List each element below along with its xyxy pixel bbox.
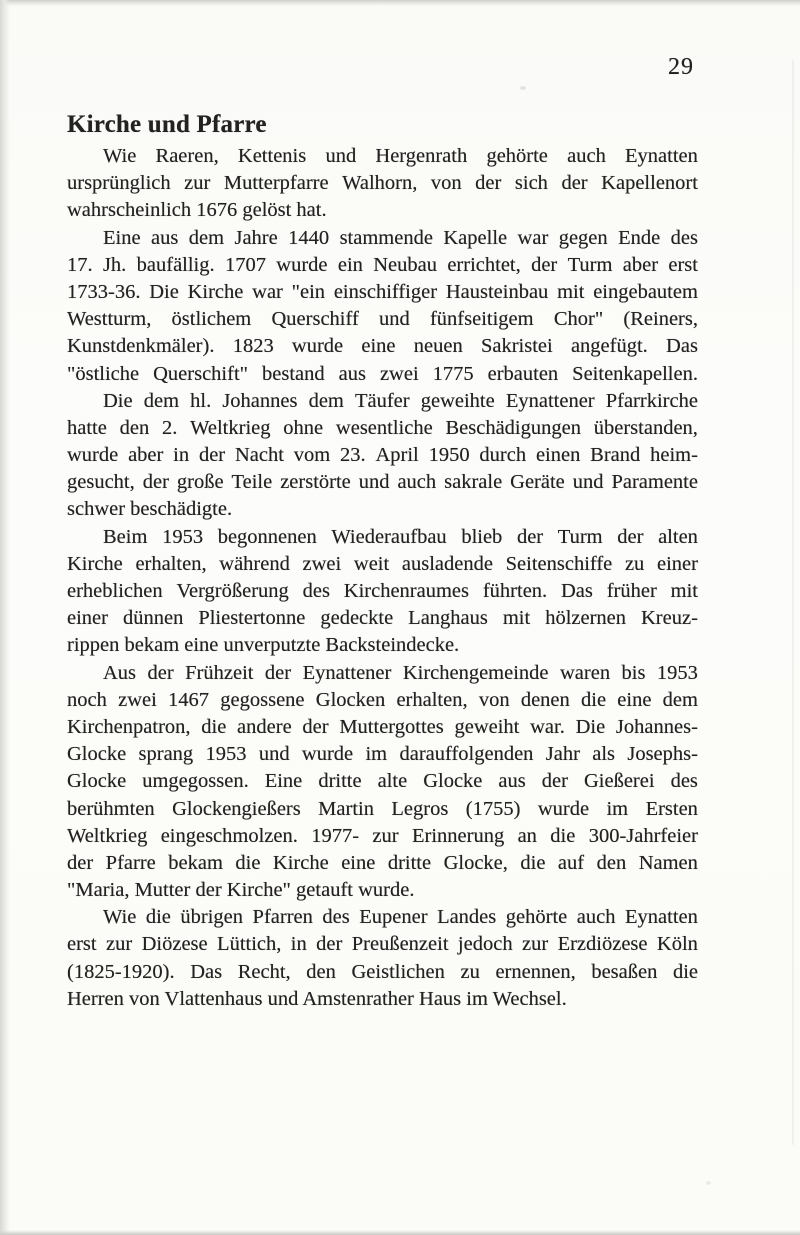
text-line: wahrscheinlich 1676 gelöst hat. [67,199,327,222]
text-line: berühmten Glockengießers Martin Legros (1755) wurde im Ersten [67,797,698,820]
text-line: Herren von Vlattenhaus und Amstenrather Haus im Wechsel. [67,987,567,1010]
text-line: Wie die übrigen Pfarren des Eupener Landes gehörte auch Eynatten [103,906,698,929]
text-line: rippen bekam eine unverputzte Backsteindecke. [67,634,460,657]
text-line: Eine aus dem Jahre 1440 stammende Kapelle war gegen Ende des [103,226,698,249]
text-line: Glocke sprang 1953 und wurde im darauffolgenden Jahr als Josephs- [67,743,698,766]
text-line: gesucht, der große Teile zerstörte und auch sakrale Geräte und Paramente [67,471,698,494]
text-line: ursprünglich zur Mutterpfarre Walhorn, von der sich der Kapellenort [67,172,698,195]
text-line: Glocke umgegossen. Eine dritte alte Glocke aus der Gießerei des [67,770,698,793]
paragraph [67,660,698,905]
text-line: Kirchenpatron, die andere der Muttergottes geweiht war. Die Johannes- [67,715,698,738]
scan-speck [520,86,526,90]
text-line: Kunstdenkmäler). 1823 wurde eine neuen Sakristei angefügt. Das [67,335,698,358]
page-content [67,110,698,1013]
paragraph [67,904,698,1013]
text-line: Weltkrieg eingeschmolzen. 1977- zur Erinnerung an die 300-Jahrfeier [67,824,698,847]
text-line: noch zwei 1467 gegossene Glocken erhalten, von denen die eine dem [67,688,698,711]
text-line: wurde aber in der Nacht vom 23. April 1950 durch einen Brand heim- [67,444,698,467]
text-line: erst zur Diözese Lüttich, in der Preußenzeit jedoch zur Erzdiözese Köln [67,933,698,956]
paragraph [67,225,698,388]
text-line: Beim 1953 begonnenen Wiederaufbau blieb der Turm der alten [103,525,698,548]
text-line: einer dünnen Pliestertonne gedeckte Langhaus mit hölzernen Kreuz- [67,607,698,630]
scan-edge-right [792,60,794,1145]
text-line: Westturm, östlichem Querschiff und fünfseitigem Chor" (Reiners, [67,308,698,331]
text-line: schwer beschädigte. [67,498,233,521]
paragraph [67,143,698,225]
paragraph [67,524,698,660]
text-line: "Maria, Mutter der Kirche" getauft wurde. [67,879,415,902]
text-line: Wie Raeren, Kettenis und Hergenrath gehörte auch Eynatten [103,145,698,167]
text-line: erheblichen Vergrößerung des Kirchenraumes führten. Das früher mit [67,580,698,602]
text-line: Die dem hl. Johannes dem Täufer geweihte Eynattener Pfarrkirche [103,389,698,412]
scan-edge-top [0,0,800,6]
text-line: der Pfarre bekam die Kirche eine dritte Glocke, die auf den Namen [67,851,698,874]
paragraph [67,388,698,524]
body-text [67,143,698,1013]
text-line: "östliche Querschift" bestand aus zwei 1775 erbauten Seitenkapellen. [67,362,698,385]
text-line: (1825-1920). Das Recht, den Geistlichen zu ernennen, besaßen die [67,960,698,983]
text-line: Aus der Frühzeit der Eynattener Kirchengemeinde waren bis 1953 [103,661,698,684]
scan-speck [706,1181,711,1185]
scan-edge-left [0,0,10,1235]
text-line: hatte den 2. Weltkrieg ohne wesentliche Beschädigungen überstanden, [67,416,698,439]
text-line: 17. Jh. baufällig. 1707 wurde ein Neubau errichtet, der Turm aber erst [67,253,698,276]
text-line: Kirche erhalten, während zwei weit ausladende Seitenschiffe zu einer [67,552,698,575]
scan-edge-bottom [0,1230,800,1235]
page-number: 29 [668,54,694,80]
section-title: Kirche und Pfarre [67,111,267,138]
text-line: 1733-36. Die Kirche war "ein einschiffiger Hausteinbau mit eingebautem [67,280,698,303]
